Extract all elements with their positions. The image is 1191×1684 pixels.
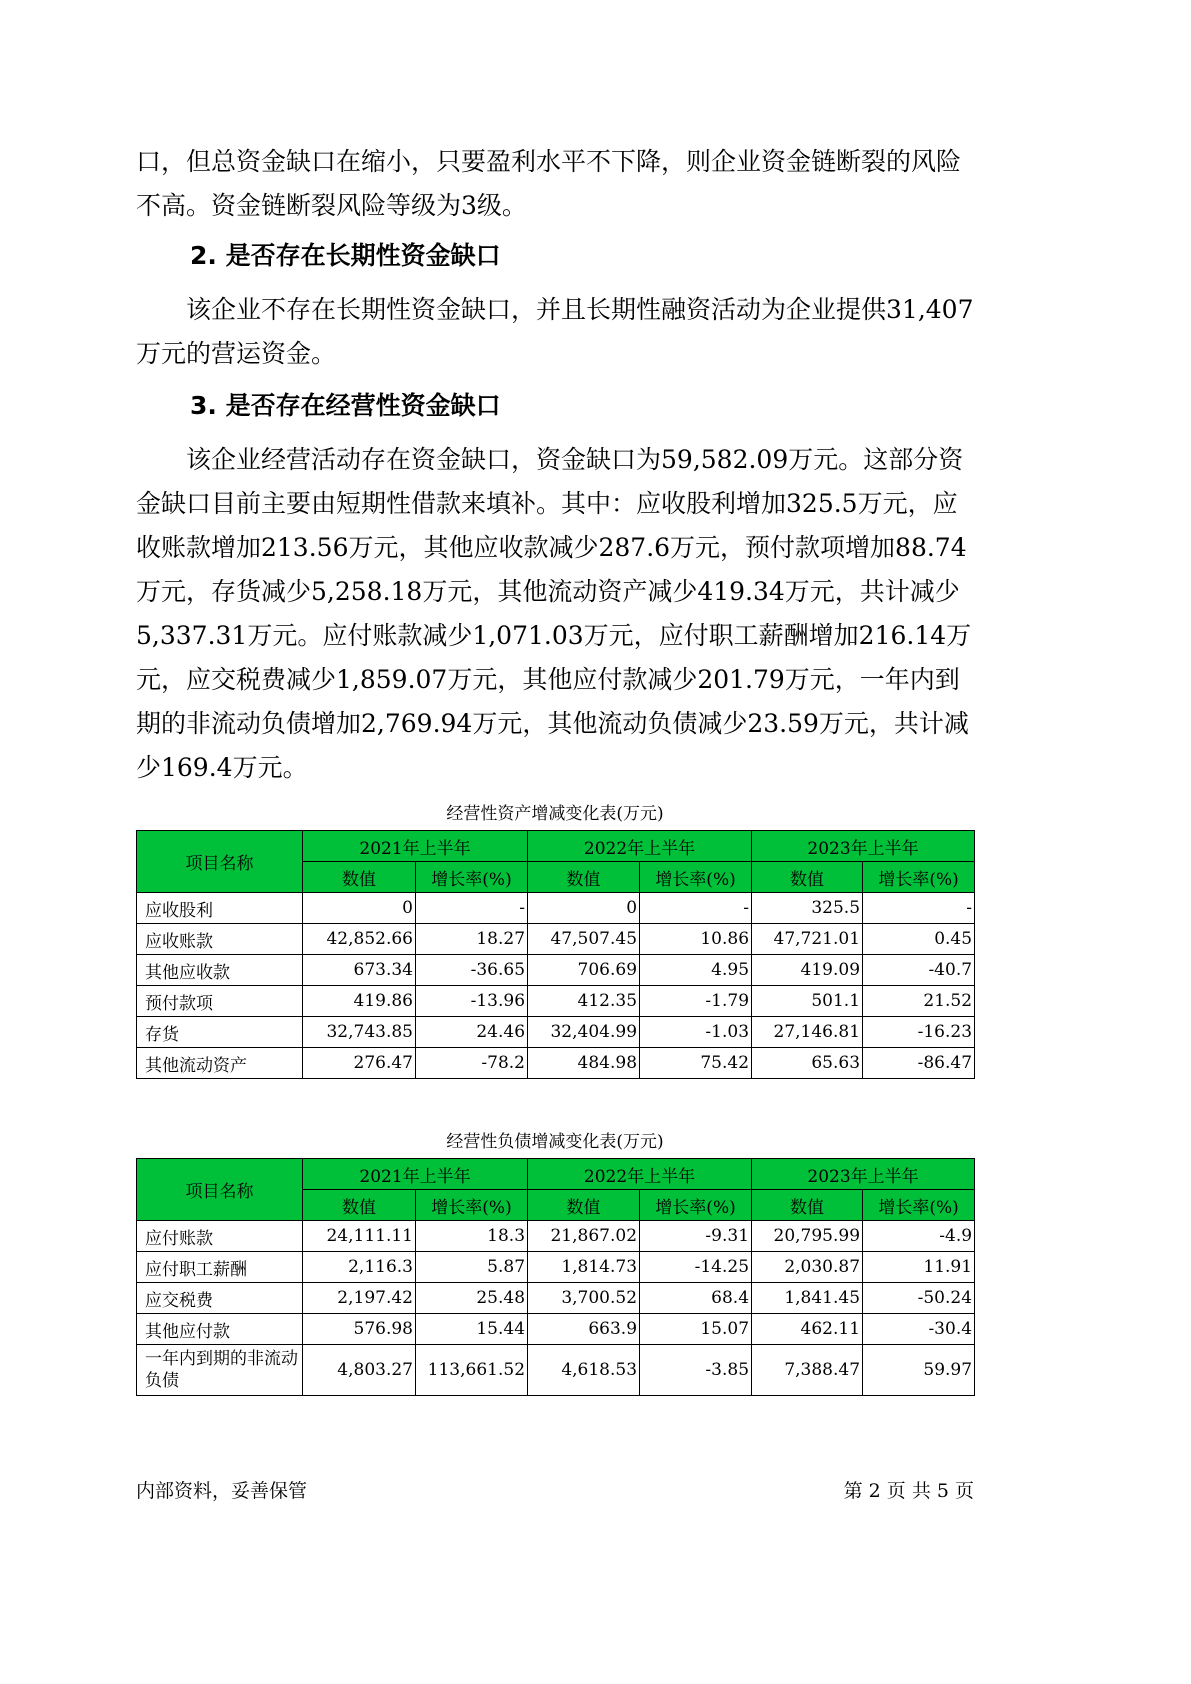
table-cell: 59.97	[863, 1345, 975, 1396]
section-2-paragraph: 该企业不存在长期性资金缺口，并且长期性融资活动为企业提供31,407万元的营运资金。	[136, 295, 974, 368]
table-cell: 32,743.85	[303, 1017, 416, 1048]
table-cell: 47,721.01	[752, 924, 863, 955]
table-cell: -78.2	[416, 1048, 528, 1079]
table-cell: 663.9	[528, 1314, 640, 1345]
table-cell: 10.86	[640, 924, 752, 955]
row-label: 应收股利	[137, 893, 303, 924]
table-cell: -36.65	[416, 955, 528, 986]
liabilities-table-caption: 经营性负债增减变化表(万元)	[446, 1132, 664, 1152]
row-label: 一年内到期的非流动负债	[137, 1345, 303, 1396]
table-cell: 2,197.42	[303, 1283, 416, 1314]
table-cell: 501.1	[752, 986, 863, 1017]
table-cell: 32,404.99	[528, 1017, 640, 1048]
table-cell: 18.3	[416, 1221, 528, 1252]
table-cell: 412.35	[528, 986, 640, 1017]
period-header: 2021年上半年	[303, 831, 528, 862]
table-cell: -16.23	[863, 1017, 975, 1048]
table-cell: 15.07	[640, 1314, 752, 1345]
value-subheader: 数值	[303, 862, 416, 893]
table-cell: -50.24	[863, 1283, 975, 1314]
value-subheader: 数值	[303, 1190, 416, 1221]
table-cell: 0	[303, 893, 416, 924]
table-cell: -4.9	[863, 1221, 975, 1252]
table-row	[137, 1345, 975, 1396]
table-row	[137, 893, 975, 924]
period-header: 2022年上半年	[528, 831, 752, 862]
assets-table	[136, 830, 975, 1079]
liabilities-table	[136, 1158, 975, 1396]
row-label: 应付职工薪酬	[137, 1252, 303, 1283]
table-cell: 5.87	[416, 1252, 528, 1283]
period-header: 2023年上半年	[752, 1159, 975, 1190]
table-row	[137, 955, 975, 986]
table-row	[137, 1252, 975, 1283]
table-cell: 0	[528, 893, 640, 924]
table-cell: -13.96	[416, 986, 528, 1017]
rate-subheader: 增长率(%)	[863, 862, 975, 893]
row-label: 应付账款	[137, 1221, 303, 1252]
table-cell: 4,803.27	[303, 1345, 416, 1396]
table-cell: 2,030.87	[752, 1252, 863, 1283]
table-cell: 276.47	[303, 1048, 416, 1079]
table-cell: 65.63	[752, 1048, 863, 1079]
table-cell: 7,388.47	[752, 1345, 863, 1396]
table-cell: -40.7	[863, 955, 975, 986]
table-cell: 462.11	[752, 1314, 863, 1345]
table-cell: 25.48	[416, 1283, 528, 1314]
table-cell: 113,661.52	[416, 1345, 528, 1396]
table-cell: -14.25	[640, 1252, 752, 1283]
table-cell: 11.91	[863, 1252, 975, 1283]
row-label: 应交税费	[137, 1283, 303, 1314]
footer-confidential-note: 内部资料，妥善保管	[136, 1480, 308, 1502]
table-cell: 325.5	[752, 893, 863, 924]
table-cell: -86.47	[863, 1048, 975, 1079]
row-label: 其他应收款	[137, 955, 303, 986]
value-subheader: 数值	[752, 862, 863, 893]
table-row	[137, 924, 975, 955]
period-header: 2021年上半年	[303, 1159, 528, 1190]
table-cell: 2,116.3	[303, 1252, 416, 1283]
table-cell: 706.69	[528, 955, 640, 986]
table-cell: 68.4	[640, 1283, 752, 1314]
rate-subheader: 增长率(%)	[863, 1190, 975, 1221]
period-header: 2023年上半年	[752, 831, 975, 862]
row-label: 预付款项	[137, 986, 303, 1017]
table-cell: 576.98	[303, 1314, 416, 1345]
intro-paragraph: 口，但总资金缺口在缩小，只要盈利水平不下降，则企业资金链断裂的风险不高。资金链断裂风险等级为3级。	[136, 147, 962, 220]
table-cell: -9.31	[640, 1221, 752, 1252]
rate-subheader: 增长率(%)	[640, 1190, 752, 1221]
table-cell: 1,841.45	[752, 1283, 863, 1314]
table-cell: 15.44	[416, 1314, 528, 1345]
table-cell: 27,146.81	[752, 1017, 863, 1048]
table-row	[137, 1221, 975, 1252]
table-row	[137, 1048, 975, 1079]
table-cell: 673.34	[303, 955, 416, 986]
table-cell: 20,795.99	[752, 1221, 863, 1252]
section-3-paragraph: 该企业经营活动存在资金缺口，资金缺口为59,582.09万元。这部分资金缺口目前主要由短期性借款来填补。其中：应收股利增加325.5万元，应收账款增加213.56万元，其他应收款减少287.6万元，预付款项增加88.74万元，存货减少5,258.18万元，其他流动资产减少419.34万元，共计减少5,337.31万元。应付账款减少1,071.03万元，应付职工薪酬增加216.14万元，应交税费减少1,859.07万元，其他应付款减少201.79万元，一年内到期的非流动负债增加2,769.94万元，其他流动负债减少23.59万元，共计减少169.4万元。	[136, 445, 972, 782]
item-name-header: 项目名称	[137, 831, 303, 893]
table-cell: 18.27	[416, 924, 528, 955]
table-row	[137, 1314, 975, 1345]
section-3-heading: 3. 是否存在经营性资金缺口	[190, 391, 501, 420]
table-cell: 21.52	[863, 986, 975, 1017]
table-cell: 4,618.53	[528, 1345, 640, 1396]
value-subheader: 数值	[528, 862, 640, 893]
table-row	[137, 1283, 975, 1314]
table-cell: 42,852.66	[303, 924, 416, 955]
table-cell: -3.85	[640, 1345, 752, 1396]
section-2-heading: 2. 是否存在长期性资金缺口	[190, 241, 501, 270]
table-row	[137, 1017, 975, 1048]
table-cell: 484.98	[528, 1048, 640, 1079]
row-label: 其他应付款	[137, 1314, 303, 1345]
assets-table-caption: 经营性资产增减变化表(万元)	[446, 804, 664, 824]
table-cell: 4.95	[640, 955, 752, 986]
table-cell: 419.09	[752, 955, 863, 986]
rate-subheader: 增长率(%)	[416, 862, 528, 893]
table-row	[137, 986, 975, 1017]
value-subheader: 数值	[752, 1190, 863, 1221]
table-cell: 24,111.11	[303, 1221, 416, 1252]
table-cell: 24.46	[416, 1017, 528, 1048]
row-label: 其他流动资产	[137, 1048, 303, 1079]
table-cell: -1.79	[640, 986, 752, 1017]
table-cell: 21,867.02	[528, 1221, 640, 1252]
table-cell: 1,814.73	[528, 1252, 640, 1283]
row-label: 应收账款	[137, 924, 303, 955]
table-cell: 3,700.52	[528, 1283, 640, 1314]
table-cell: -	[640, 893, 752, 924]
table-cell: 47,507.45	[528, 924, 640, 955]
table-cell: -1.03	[640, 1017, 752, 1048]
row-label: 存货	[137, 1017, 303, 1048]
rate-subheader: 增长率(%)	[640, 862, 752, 893]
table-cell: -	[863, 893, 975, 924]
table-cell: 419.86	[303, 986, 416, 1017]
table-cell: -30.4	[863, 1314, 975, 1345]
rate-subheader: 增长率(%)	[416, 1190, 528, 1221]
period-header: 2022年上半年	[528, 1159, 752, 1190]
value-subheader: 数值	[528, 1190, 640, 1221]
table-cell: -	[416, 893, 528, 924]
table-cell: 75.42	[640, 1048, 752, 1079]
table-cell: 0.45	[863, 924, 975, 955]
item-name-header: 项目名称	[137, 1159, 303, 1221]
footer-page-number: 第 2 页 共 5 页	[843, 1480, 974, 1502]
